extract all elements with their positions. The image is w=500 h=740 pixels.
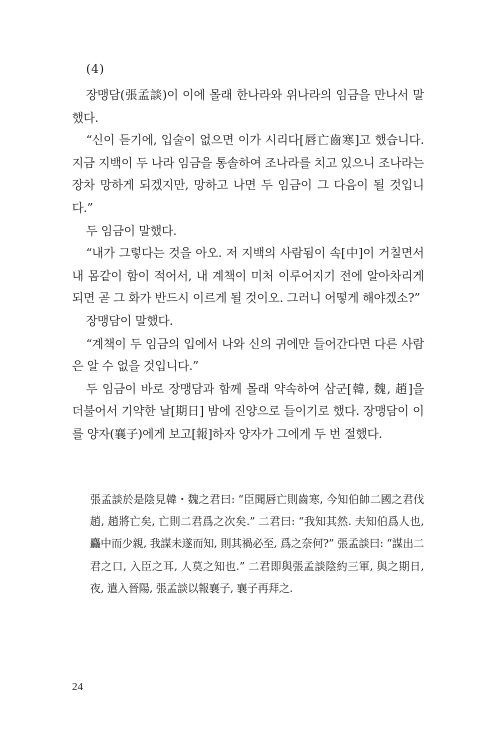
hanja-paragraph: 張孟談於是陰見韓・魏之君曰: “臣聞唇亡則齒寒, 今知伯帥二國之君伐趙, 趙將亡矣, 亡則二君爲之次矣.” 二君曰: “我知其然. 夫知伯爲人也, 麤中而少親, 我謀未遂而知, 則其禍必至, 爲之奈何?” 張孟談曰: “謀出二君之口, 入臣之耳, 人莫之知也.” 二君即與張孟談陰約三軍, 與之期日, 夜, 遣入晉陽, 張孟談以報襄子, 襄子再拜之. — [90, 493, 424, 595]
korean-paragraph: “계책이 두 임금의 입에서 나와 신의 귀에만 들어간다면 다른 사람은 알 수 없을 것입니다.” — [72, 336, 424, 374]
section-number: (4) — [86, 62, 105, 76]
korean-paragraph: 장맹담(張孟談)이 이에 몰래 한나라와 위나라의 임금을 만나서 말했다. — [72, 88, 424, 125]
hanja-original-text — [90, 489, 424, 600]
page-number: 24 — [72, 681, 83, 693]
korean-paragraph: 장맹담이 말했다. — [86, 313, 173, 328]
korean-paragraph: 두 임금이 바로 장맹담과 함께 몰래 약속하여 삼군[韓, 魏, 趙]을 더불어서 기약한 날[期日] 밤에 진양으로 들이기로 했다. 장맹담이 이를 양자(襄子)에게 보고[報]하자 양자가 그에게 두 번 절했다. — [72, 381, 424, 441]
korean-paragraph: 두 임금이 말했다. — [86, 223, 177, 238]
korean-translation — [72, 84, 424, 446]
korean-paragraph: “신이 듣기에, 입술이 없으면 이가 시리다[唇亡齒寒]고 했습니다. 지금 지백이 두 나라 임금을 통솔하여 조나라를 치고 있으니 조나라는 장차 망하게 되겠지만, 망하고 나면 두 임금이 그 다음이 될 것입니다.” — [72, 133, 424, 215]
korean-paragraph: “내가 그렇다는 것을 아오. 저 지백의 사람됨이 속[中]이 거칠면서 내 몸같이 함이 적어서, 내 계책이 미처 이루어지기 전에 알아차리게 되면 곧 그 화가 반드시 이르게 될 것이오. 그러니 어떻게 해야겠소?” — [72, 246, 424, 306]
